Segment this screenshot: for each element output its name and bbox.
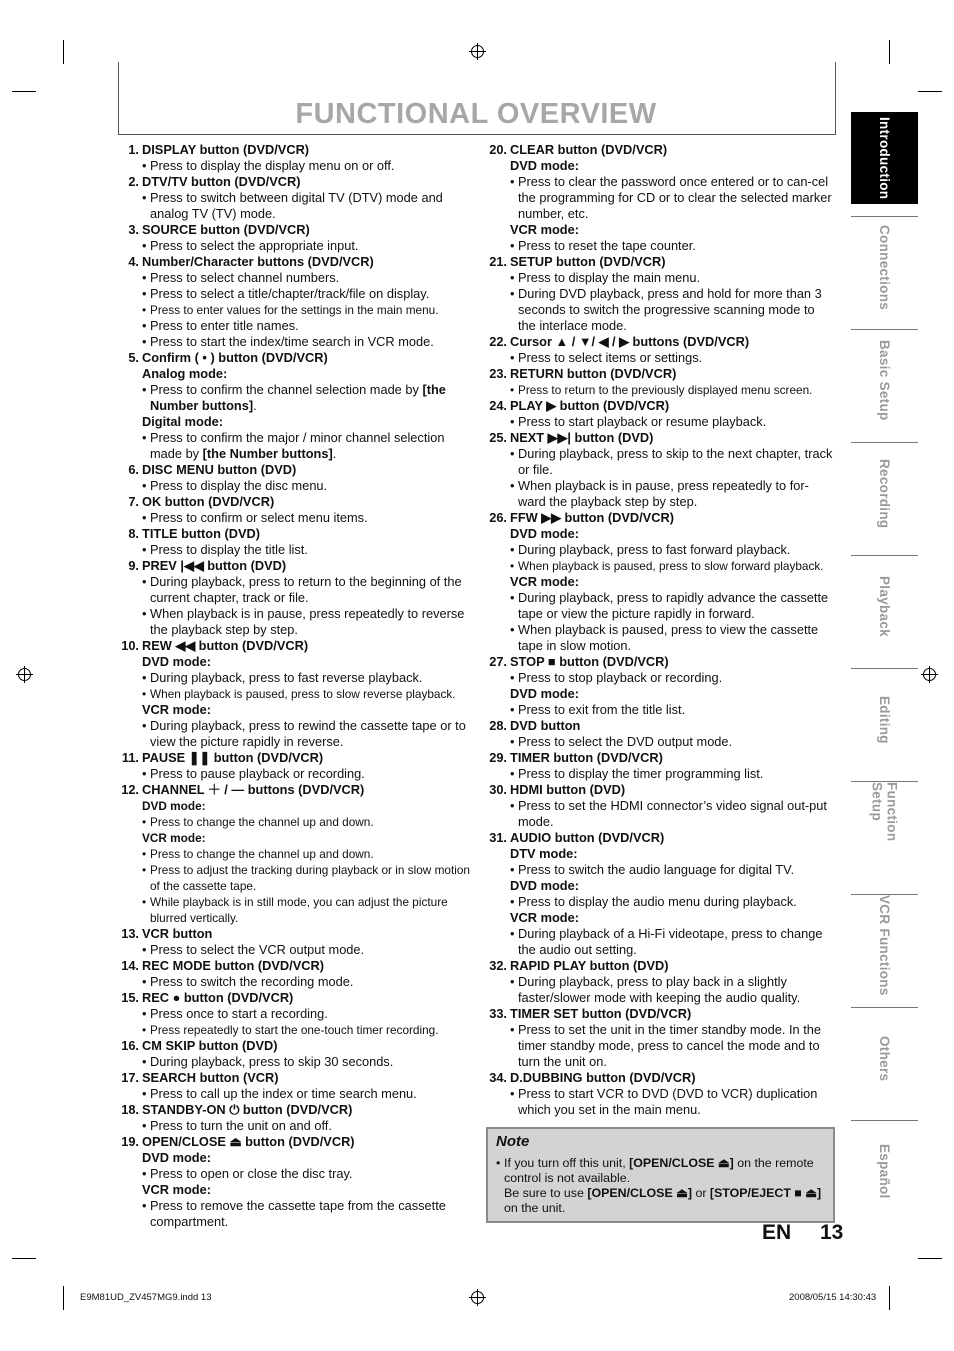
item-description xyxy=(142,718,470,750)
description-text: Press to stop playback or recording. xyxy=(518,670,723,685)
overview-item xyxy=(118,1038,470,1070)
mode-label: VCR mode: xyxy=(142,831,206,845)
item-heading: D.DUBBING button (DVD/VCR) xyxy=(510,1070,696,1085)
item-description xyxy=(510,446,835,478)
item-heading: TITLE button (DVD) xyxy=(142,526,260,541)
item-description xyxy=(510,670,835,686)
description-text: Press to set the unit in the timer standby mode. In the timer standby mode, press to cancel the mode and to turn the unit on. xyxy=(518,1022,822,1069)
tab-label: Introduction xyxy=(877,116,892,200)
overview-item xyxy=(118,462,470,494)
overview-item xyxy=(118,750,470,782)
page-number: 13 xyxy=(820,1221,844,1244)
item-description xyxy=(510,542,835,558)
overview-item xyxy=(486,398,835,430)
overview-item xyxy=(118,494,470,526)
registration-mark-icon xyxy=(18,668,31,681)
item-heading: Confirm ( • ) button (DVD/VCR) xyxy=(142,350,328,365)
item-number: 28. xyxy=(489,718,507,733)
item-number: 17. xyxy=(121,1070,139,1085)
tab-label: Connections xyxy=(877,224,892,311)
mode-label: DVD mode: xyxy=(510,158,579,173)
tab-label: Function Setup xyxy=(869,782,900,842)
description-text: During playback, press to fast reverse playback. xyxy=(150,670,423,685)
description-text: Press to call up the index or time search menu. xyxy=(150,1086,417,1101)
item-heading: VCR button xyxy=(142,926,213,941)
item-description xyxy=(510,238,835,254)
item-description xyxy=(142,670,470,686)
item-description xyxy=(142,1086,470,1102)
page-title: FUNCTIONAL OVERVIEW xyxy=(295,98,657,130)
tab-playback[interactable] xyxy=(851,555,918,657)
tab-introduction[interactable] xyxy=(851,112,918,204)
item-number: 11. xyxy=(121,750,139,765)
tab-recording[interactable] xyxy=(851,442,918,544)
item-description xyxy=(510,270,835,286)
item-number: 30. xyxy=(489,782,507,797)
description-text: Press to start playback or resume playback. xyxy=(518,414,767,429)
description-text: When playback is paused, press to view the cassette tape in slow motion. xyxy=(518,622,819,653)
description-text: Press to select the DVD output mode. xyxy=(518,734,733,749)
item-heading: REC MODE button (DVD/VCR) xyxy=(142,958,324,973)
item-number: 21. xyxy=(489,254,507,269)
item-description xyxy=(142,542,470,558)
item-heading: SOURCE button (DVD/VCR) xyxy=(142,222,310,237)
overview-item xyxy=(486,254,835,334)
mode-label: VCR mode: xyxy=(510,910,579,925)
tab-label: VCR Functions xyxy=(877,895,892,996)
item-number: 9. xyxy=(128,558,139,573)
item-number: 5. xyxy=(128,350,139,365)
item-heading: STOP ■ button (DVD/VCR) xyxy=(510,654,669,669)
item-description xyxy=(510,286,835,334)
description-text: During DVD playback, press and hold for more than 3 seconds to switch the progressive scanning mode to the interlace mode. xyxy=(518,286,822,333)
item-description xyxy=(142,942,470,958)
mode-label: DVD mode: xyxy=(142,654,211,669)
item-number: 12. xyxy=(121,782,139,797)
description-text: Press to set the HDMI connector’s video signal out-put mode. xyxy=(518,798,827,829)
item-heading: REC ● button (DVD/VCR) xyxy=(142,990,294,1005)
item-number: 7. xyxy=(128,494,139,509)
mode-label: VCR mode: xyxy=(142,1182,211,1197)
tab-others[interactable] xyxy=(851,1007,918,1109)
item-heading: SETUP button (DVD/VCR) xyxy=(510,254,666,269)
item-number: 22. xyxy=(489,334,507,349)
mode-label: DVD mode: xyxy=(510,878,579,893)
item-description xyxy=(142,1166,470,1182)
description-text: Press to select a title/chapter/track/file on display. xyxy=(150,286,430,301)
crop-mark xyxy=(889,40,890,64)
tab-vcr-functions[interactable] xyxy=(851,894,918,996)
description-text: Press to display the timer programming list. xyxy=(518,766,764,781)
item-description xyxy=(142,302,470,318)
crop-mark xyxy=(889,1286,890,1310)
overview-item xyxy=(118,174,470,222)
item-number: 6. xyxy=(128,462,139,477)
item-description xyxy=(142,1198,470,1230)
item-number: 15. xyxy=(121,990,139,1005)
item-description xyxy=(510,478,835,510)
overview-item xyxy=(118,350,470,462)
item-number: 1. xyxy=(128,142,139,157)
item-description xyxy=(142,286,470,302)
tab-label: Playback xyxy=(877,576,892,637)
item-description xyxy=(510,590,835,622)
item-number: 29. xyxy=(489,750,507,765)
overview-item xyxy=(118,558,470,638)
overview-item xyxy=(486,142,835,254)
description-text: Press to switch the audio language for digital TV. xyxy=(518,862,795,877)
description-text: Press to enter title names. xyxy=(150,318,299,333)
item-heading: OPEN/CLOSE ⏏ button (DVD/VCR) xyxy=(142,1134,355,1149)
registration-mark-icon xyxy=(471,1291,484,1304)
overview-item xyxy=(118,926,470,958)
item-description xyxy=(142,334,470,350)
item-description xyxy=(510,766,835,782)
description-text: Press to exit from the title list. xyxy=(518,702,686,717)
item-number: 25. xyxy=(489,430,507,445)
item-heading: NEXT ▶▶| button (DVD) xyxy=(510,430,654,445)
item-number: 2. xyxy=(128,174,139,189)
overview-item xyxy=(486,366,835,398)
description-text: When playback is paused, press to slow reverse playback. xyxy=(150,687,456,701)
overview-item xyxy=(118,638,470,750)
item-description xyxy=(510,894,835,910)
item-description xyxy=(142,1118,470,1134)
item-heading: Number/Character buttons (DVD/VCR) xyxy=(142,254,374,269)
mode-label: VCR mode: xyxy=(510,222,579,237)
overview-item xyxy=(486,830,835,958)
description-text: Press to display the display menu on or off. xyxy=(150,158,395,173)
item-description xyxy=(142,862,470,894)
item-description xyxy=(510,174,835,222)
item-heading: CLEAR button (DVD/VCR) xyxy=(510,142,668,157)
item-number: 33. xyxy=(489,1006,507,1021)
right-column xyxy=(486,142,835,1118)
description-text: During playback, press to play back in a slightly faster/slower mode with keeping the audio quality. xyxy=(518,974,801,1005)
item-number: 8. xyxy=(128,526,139,541)
item-number: 24. xyxy=(489,398,507,413)
description-text: Press to display the main menu. xyxy=(518,270,701,285)
item-heading: DVD button xyxy=(510,718,581,733)
item-description xyxy=(142,846,470,862)
item-description xyxy=(510,622,835,654)
item-description xyxy=(510,974,835,1006)
mode-label: DVD mode: xyxy=(142,799,206,813)
item-description xyxy=(510,414,835,430)
overview-item xyxy=(486,510,835,654)
overview-item xyxy=(486,750,835,782)
description-text: Press to start the index/time search in VCR mode. xyxy=(150,334,434,349)
item-description xyxy=(510,350,835,366)
item-heading: TIMER button (DVD/VCR) xyxy=(510,750,663,765)
description-emphasis: [the Number buttons] xyxy=(150,382,446,413)
item-number: 27. xyxy=(489,654,507,669)
description-text: Press to open or close the disc tray. xyxy=(150,1166,353,1181)
overview-item xyxy=(486,1006,835,1070)
item-number: 32. xyxy=(489,958,507,973)
description-text: Press to clear the password once entered or to can-cel the programming for CD or to clear the selected marker number, etc. xyxy=(518,174,832,221)
item-description xyxy=(510,1022,835,1070)
description-text: Press to select items or settings. xyxy=(518,350,703,365)
description-text: Press to confirm the major / minor channel selection made by xyxy=(150,430,445,461)
item-heading: STANDBY-ON ⏻ button (DVD/VCR) xyxy=(142,1102,353,1117)
tab-label: Editing xyxy=(877,695,892,744)
description-text: Press to return to the previously displayed menu screen. xyxy=(518,383,813,397)
item-description xyxy=(510,926,835,958)
left-column xyxy=(118,142,470,1230)
item-number: 34. xyxy=(489,1070,507,1085)
item-number: 31. xyxy=(489,830,507,845)
description-text: Press to reset the tape counter. xyxy=(518,238,696,253)
description-text: When playback is paused, press to slow forward playback. xyxy=(518,559,824,573)
item-description xyxy=(142,190,470,222)
overview-item xyxy=(486,1070,835,1118)
description-text: Press to switch the recording mode. xyxy=(150,974,354,989)
tab-espa-ol[interactable] xyxy=(851,1120,918,1222)
item-description xyxy=(510,862,835,878)
overview-item xyxy=(118,222,470,254)
tab-connections[interactable] xyxy=(851,216,918,318)
item-heading: RAPID PLAY button (DVD) xyxy=(510,958,669,973)
description-text: During playback, press to return to the beginning of the current chapter, track or file. xyxy=(150,574,462,605)
overview-item xyxy=(118,1070,470,1102)
item-heading: DISC MENU button (DVD) xyxy=(142,462,297,477)
description-text: Press to display the disc menu. xyxy=(150,478,328,493)
overview-item xyxy=(486,718,835,750)
mode-label: Analog mode: xyxy=(142,366,228,381)
mode-label: DVD mode: xyxy=(510,526,579,541)
note-line: Be sure to use [OPEN/CLOSE ⏏] or [STOP/EJECT ■ ⏏] on the unit. xyxy=(504,1186,822,1215)
item-heading: RETURN button (DVD/VCR) xyxy=(510,366,677,381)
description-text: Press to turn the unit on and off. xyxy=(150,1118,332,1133)
item-heading: AUDIO button (DVD/VCR) xyxy=(510,830,665,845)
item-number: 20. xyxy=(489,142,507,157)
item-heading: OK button (DVD/VCR) xyxy=(142,494,275,509)
item-description xyxy=(510,798,835,830)
item-number: 14. xyxy=(121,958,139,973)
description-text: Press once to start a recording. xyxy=(150,1006,328,1021)
item-number: 23. xyxy=(489,366,507,381)
description-text: During playback of a Hi-Fi videotape, press to change the audio out setting. xyxy=(518,926,823,957)
item-description xyxy=(142,974,470,990)
item-description xyxy=(142,430,470,462)
description-text: During playback, press to fast forward playback. xyxy=(518,542,791,557)
item-description xyxy=(510,702,835,718)
description-text: During playback, press to rapidly advance the cassette tape or view the picture rapidly in forward. xyxy=(518,590,829,621)
description-text: Press to change the channel up and down. xyxy=(150,847,374,861)
mode-label: VCR mode: xyxy=(142,702,211,717)
footer-filename: E9M81UD_ZV457MG9.indd 13 xyxy=(80,1292,212,1303)
item-description xyxy=(142,574,470,606)
overview-item xyxy=(118,526,470,558)
tab-function-setup[interactable] xyxy=(851,781,918,883)
overview-item xyxy=(118,254,470,350)
item-description xyxy=(142,382,470,414)
overview-item xyxy=(118,990,470,1038)
description-text: Press to select the VCR output mode. xyxy=(150,942,365,957)
item-heading: Cursor ▲ / ▼/ ◀ / ▶ buttons (DVD/VCR) xyxy=(510,334,750,349)
description-text: Press to display the title list. xyxy=(150,542,308,557)
item-number: 10. xyxy=(121,638,139,653)
description-text: Press to pause playback or recording. xyxy=(150,766,365,781)
item-heading: DISPLAY button (DVD/VCR) xyxy=(142,142,310,157)
item-heading: REW ◀◀ button (DVD/VCR) xyxy=(142,638,309,653)
item-description xyxy=(510,382,835,398)
item-heading: FFW ▶▶ button (DVD/VCR) xyxy=(510,510,674,525)
item-heading: SEARCH button (VCR) xyxy=(142,1070,279,1085)
description-text: When playback is in pause, press repeatedly to reverse the playback step by step. xyxy=(150,606,465,637)
item-heading: PAUSE ❚❚ button (DVD/VCR) xyxy=(142,750,324,765)
mode-label: DTV mode: xyxy=(510,846,578,861)
item-heading: HDMI button (DVD) xyxy=(510,782,626,797)
registration-mark-icon xyxy=(471,45,484,58)
tab-label: Others xyxy=(877,1035,892,1082)
tab-label: Recording xyxy=(877,458,892,529)
tab-label: Basic Setup xyxy=(877,340,892,421)
description-text: Press to enter values for the settings in the main menu. xyxy=(150,303,439,317)
item-description xyxy=(142,1054,470,1070)
tab-label: Español xyxy=(877,1144,892,1199)
description-text: When playback is in pause, press repeatedly to for-ward the playback step by step. xyxy=(518,478,809,509)
crop-mark xyxy=(63,40,64,64)
item-heading: DTV/TV button (DVD/VCR) xyxy=(142,174,301,189)
description-text: During playback, press to rewind the cassette tape or to view the picture rapidly in reverse. xyxy=(150,718,466,749)
description-text: During playback, press to skip 30 seconds. xyxy=(150,1054,394,1069)
crop-mark xyxy=(918,1258,942,1259)
item-description xyxy=(142,478,470,494)
description-text: Press to display the audio menu during playback. xyxy=(518,894,797,909)
note-line: • If you turn off this unit, [OPEN/CLOSE ⏏] on the remote control is not available. xyxy=(496,1156,826,1186)
overview-item xyxy=(118,142,470,174)
item-description xyxy=(142,894,470,926)
item-description xyxy=(510,1086,835,1118)
item-number: 4. xyxy=(128,254,139,269)
overview-item xyxy=(486,958,835,1006)
item-description xyxy=(142,1006,470,1022)
overview-item xyxy=(486,334,835,366)
item-number: 19. xyxy=(121,1134,139,1149)
description-text: Press to switch between digital TV (DTV) mode and analog TV (TV) mode. xyxy=(150,190,443,221)
overview-item xyxy=(118,958,470,990)
mode-label: Digital mode: xyxy=(142,414,224,429)
tab-basic-setup[interactable] xyxy=(851,329,918,431)
item-number: 18. xyxy=(121,1102,139,1117)
overview-item xyxy=(118,782,470,926)
crop-mark xyxy=(12,1258,36,1259)
language-label: EN xyxy=(762,1221,792,1244)
item-heading: TIMER SET button (DVD/VCR) xyxy=(510,1006,692,1021)
item-heading: CM SKIP button (DVD) xyxy=(142,1038,278,1053)
description-text: Press to confirm the channel selection made by xyxy=(150,382,423,397)
crop-mark xyxy=(918,91,942,92)
item-description xyxy=(510,734,835,750)
description-emphasis: [the Number buttons] xyxy=(202,446,333,461)
mode-label: VCR mode: xyxy=(510,574,579,589)
description-text: Press to confirm or select menu items. xyxy=(150,510,368,525)
item-description xyxy=(142,318,470,334)
footer-date: 2008/05/15 14:30:43 xyxy=(789,1292,877,1303)
item-heading: PREV |◀◀ button (DVD) xyxy=(142,558,287,573)
item-description xyxy=(510,558,835,574)
item-description xyxy=(142,686,470,702)
note-title: Note xyxy=(496,1133,530,1150)
item-description xyxy=(142,510,470,526)
item-description xyxy=(142,1022,470,1038)
overview-item xyxy=(486,654,835,718)
mode-label: DVD mode: xyxy=(142,1150,211,1165)
registration-mark-icon xyxy=(923,668,936,681)
item-number: 16. xyxy=(121,1038,139,1053)
description-text: Press to start VCR to DVD (DVD to VCR) duplication which you set in the main menu. xyxy=(518,1086,818,1117)
description-text: Press to select the appropriate input. xyxy=(150,238,359,253)
description-text: Press to remove the cassette tape from the cassette compartment. xyxy=(150,1198,446,1229)
item-description xyxy=(142,814,470,830)
description-text: Press repeatedly to start the one-touch timer recording. xyxy=(150,1023,439,1037)
item-description xyxy=(142,766,470,782)
overview-item xyxy=(486,782,835,830)
note-box xyxy=(486,1127,835,1223)
item-number: 26. xyxy=(489,510,507,525)
item-number: 3. xyxy=(128,222,139,237)
description-text: While playback is in still mode, you can adjust the picture blurred vertically. xyxy=(150,895,448,925)
overview-item xyxy=(118,1102,470,1134)
crop-mark xyxy=(12,91,36,92)
item-heading: PLAY ▶ button (DVD/VCR) xyxy=(510,398,670,413)
description-text: Press to change the channel up and down. xyxy=(150,815,374,829)
item-number: 13. xyxy=(121,926,139,941)
overview-item xyxy=(118,1134,470,1230)
description-text: Press to select channel numbers. xyxy=(150,270,340,285)
crop-mark xyxy=(63,1286,64,1310)
mode-label: DVD mode: xyxy=(510,686,579,701)
item-description xyxy=(142,270,470,286)
description-text: . xyxy=(332,446,337,461)
item-description xyxy=(142,238,470,254)
item-description xyxy=(142,606,470,638)
description-text: During playback, press to skip to the next chapter, track or file. xyxy=(518,446,833,477)
overview-item xyxy=(486,430,835,510)
note-body xyxy=(496,1156,826,1216)
item-description xyxy=(142,158,470,174)
tab-editing[interactable] xyxy=(851,668,918,770)
description-text: Press to adjust the tracking during playback or in slow motion of the cassette tape. xyxy=(150,863,470,893)
item-heading: CHANNEL ＋ / — buttons (DVD/VCR) xyxy=(142,782,365,797)
description-text: . xyxy=(253,398,257,413)
